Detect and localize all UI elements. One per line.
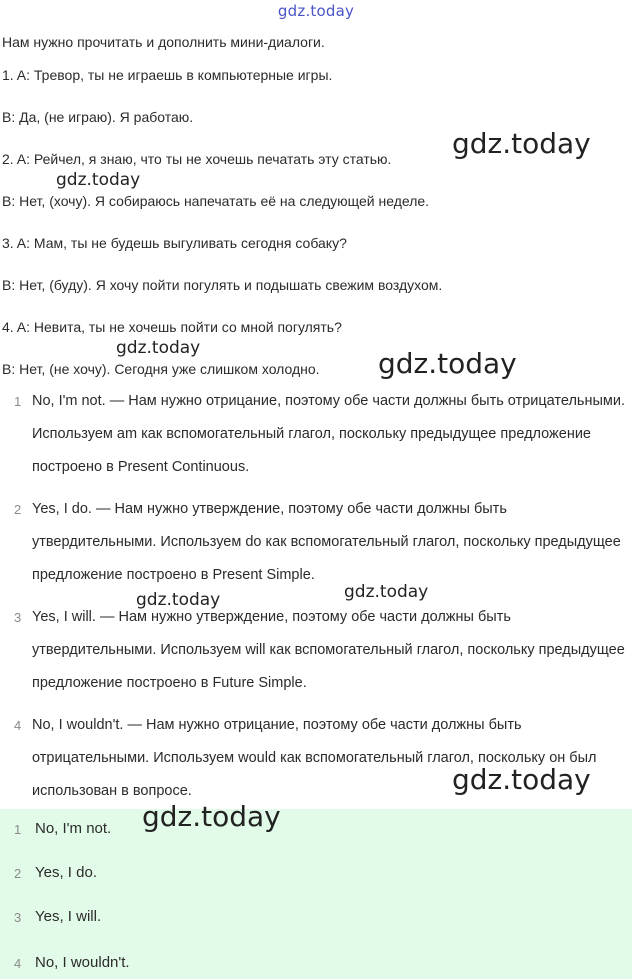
- watermark: gdz.today: [136, 590, 221, 610]
- explanation-number: 3: [14, 610, 22, 625]
- explanation-text: No, I'm not. — Нам нужно отрицание, поэтому обе части должны быть отрицательными. Используем am как вспомогательный глагол, поскольку предыдущее предложение построено в Present Continuous.: [32, 393, 626, 475]
- watermark: gdz.today: [378, 347, 517, 380]
- explanation-number: 4: [14, 718, 22, 733]
- site-logo[interactable]: gdz.today: [277, 2, 355, 20]
- dialog-line: 4. A: Невита, ты не хочешь пойти со мной погулять?: [2, 319, 342, 335]
- explanation-text: Yes, I do. — Нам нужно утверждение, поэтому обе части должны быть утвердительными. Используем do как вспомогательный глагол, поскольку предыдущее предложение построено в Present Simple.: [32, 501, 621, 583]
- dialog-line: B: Нет, (буду). Я хочу пойти погулять и подышать свежим воздухом.: [2, 277, 443, 293]
- watermark: gdz.today: [116, 338, 201, 358]
- final-answers-panel: [0, 809, 632, 979]
- explanation-number: 2: [14, 502, 22, 517]
- task-intro: Нам нужно прочитать и дополнить мини-диалоги.: [2, 34, 325, 50]
- watermark: gdz.today: [56, 170, 141, 190]
- explanation-number: 1: [14, 394, 22, 409]
- final-answer-text: No, I'm not.: [35, 820, 112, 837]
- watermark: gdz.today: [452, 127, 591, 160]
- dialog-line: B: Нет, (не хочу). Сегодня уже слишком холодно.: [2, 361, 320, 377]
- watermark: gdz.today: [452, 763, 591, 796]
- final-answer-text: Yes, I will.: [35, 908, 102, 925]
- explanation-text: No, I wouldn't. — Нам нужно отрицание, поэтому обе части должны быть отрицательными. Используем would как вспомогательный глагол, поскольку он был использован в вопросе.: [32, 717, 597, 799]
- final-answer-number: 1: [14, 822, 22, 837]
- dialog-line: 1. A: Тревор, ты не играешь в компьютерные игры.: [2, 67, 333, 83]
- watermark: gdz.today: [344, 582, 429, 602]
- dialog-line: B: Нет, (хочу). Я собираюсь напечатать её на следующей неделе.: [2, 193, 430, 209]
- watermark: gdz.today: [142, 800, 281, 833]
- final-answer-number: 2: [14, 866, 22, 881]
- explanation-text: Yes, I will. — Нам нужно утверждение, поэтому обе части должны быть утвердительными. Используем will как вспомогательный глагол, поскольку предыдущее предложение построено в Future Simple.: [32, 609, 625, 691]
- dialog-line: B: Да, (не играю). Я работаю.: [2, 109, 194, 125]
- final-answer-number: 3: [14, 910, 22, 925]
- final-answer-number: 4: [14, 956, 22, 971]
- final-answer-text: Yes, I do.: [35, 864, 97, 881]
- dialog-line: 2. A: Рейчел, я знаю, что ты не хочешь печатать эту статью.: [2, 151, 392, 167]
- dialog-line: 3. A: Мам, ты не будешь выгуливать сегодня собаку?: [2, 235, 347, 251]
- final-answer-text: No, I wouldn't.: [35, 954, 130, 971]
